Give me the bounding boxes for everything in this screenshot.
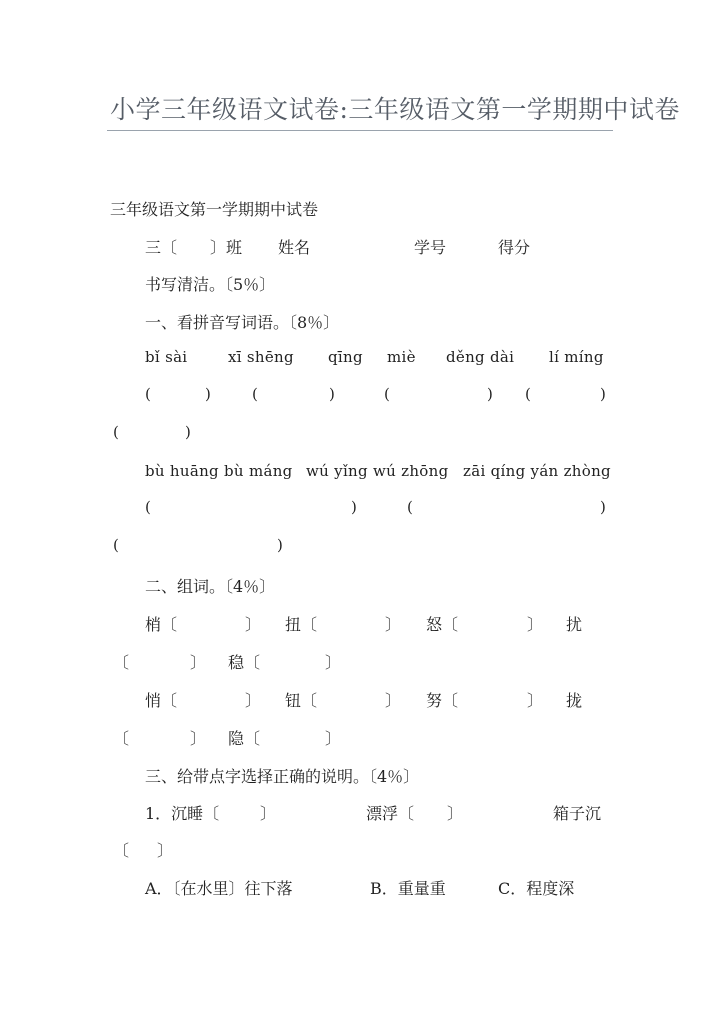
paren-open: ( [113,423,119,441]
char-item: 扭〔 [285,615,318,634]
char-item: 稳〔 [228,653,261,672]
paren-open: ( [145,498,151,516]
char-item: 隐〔 [228,729,261,748]
char-item: 怒〔 [426,615,459,634]
class-suffix: 〕班 [210,238,243,257]
pinyin-item: wú yǐng wú zhōng [306,462,449,480]
bracket-close: 〕 [260,804,277,823]
pinyin-item: bǐ sài [145,348,188,366]
char-item: 拢 [566,691,583,710]
question-item: 漂浮〔 [366,804,415,823]
paren-open: ( [384,385,390,403]
paren-close: ) [277,536,283,554]
paren-close: ) [351,498,357,516]
paren-open: ( [252,385,258,403]
section-1-heading: 一、看拼音写词语。〔8％〕 [145,313,340,332]
bracket-close: 〕 [527,691,544,710]
bracket-close: 〕 [190,729,207,748]
paren-open: ( [407,498,413,516]
paren-close: ) [185,423,191,441]
bracket-close: 〕 [447,804,464,823]
bracket-close: 〕 [527,615,544,634]
paren-close: ) [600,498,606,516]
name-label: 姓名 [278,238,311,257]
bracket-close: 〕 [245,615,262,634]
paren-close: ) [329,385,335,403]
bracket-close: 〕 [245,691,262,710]
char-item: 梢〔 [145,615,178,634]
bracket-open: 〔 [113,841,130,860]
student-number-label: 学号 [414,238,447,257]
paren-close: ) [600,385,606,403]
class-prefix: 三〔 [145,238,178,257]
bracket-close: 〕 [385,691,402,710]
bracket-close: 〕 [325,653,342,672]
paren-open: ( [113,536,119,554]
page-title: 小学三年级语文试卷:三年级语文第一学期期中试卷 [110,95,680,124]
score-label: 得分 [498,238,531,257]
pinyin-item: zāi qíng yán zhòng [463,462,611,480]
bracket-close: 〕 [157,841,174,860]
pinyin-item: xī shēng [228,348,294,366]
paren-close: ) [487,385,493,403]
char-item: 扰 [566,615,583,634]
document-subtitle: 三年级语文第一学期期中试卷 [110,200,319,219]
pinyin-item: bù huāng bù máng [145,462,293,480]
paren-close: ) [205,385,211,403]
bracket-open: 〔 [113,729,130,748]
option-c: C．程度深 [498,879,575,898]
question-item: 1．沉睡〔 [145,804,220,823]
option-b: B．重量重 [370,879,446,898]
pinyin-item: miè [387,348,416,366]
char-item: 悄〔 [145,691,178,710]
option-a: A．〔在水里〕往下落 [145,879,293,898]
bracket-close: 〕 [325,729,342,748]
writing-neatness: 书写清洁。〔5％〕 [145,275,276,294]
bracket-open: 〔 [113,653,130,672]
paren-open: ( [525,385,531,403]
paren-open: ( [145,385,151,403]
question-item: 箱子沉 [553,804,602,823]
pinyin-item: lí míng [549,348,604,366]
char-item: 钮〔 [285,691,318,710]
pinyin-item: qīng [328,348,363,366]
pinyin-item: děng dài [446,348,515,366]
section-3-heading: 三、给带点字选择正确的说明。〔4％〕 [145,767,420,786]
char-item: 努〔 [426,691,459,710]
title-divider [107,130,613,131]
bracket-close: 〕 [190,653,207,672]
bracket-close: 〕 [385,615,402,634]
section-2-heading: 二、组词。〔4％〕 [145,577,276,596]
